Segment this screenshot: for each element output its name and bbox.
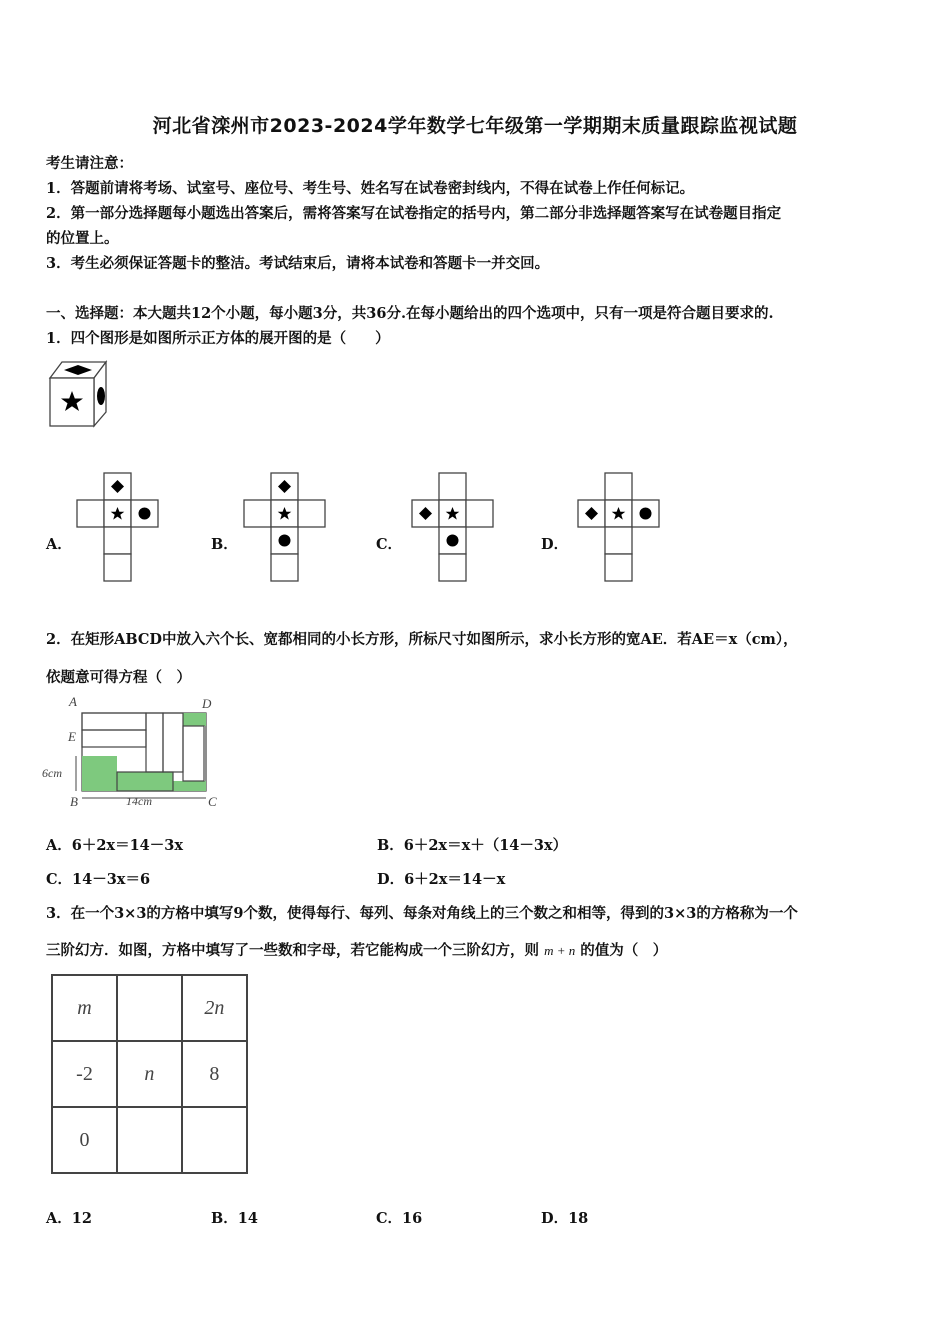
q3-stem-line1: 3．在一个3×3的方格中填写9个数，使得每行、每列、每条对角线上的三个数之和相等，得到的3×3的方格称为一个 xyxy=(46,905,798,922)
q1-net-b xyxy=(243,472,327,584)
q2-option-a[interactable]: A．6＋2x＝14－3x xyxy=(46,837,183,854)
section-one-heading: 一、选择题：本大题共12个小题，每小题3分，共36分.在每小题给出的四个选项中，只有一项是符合题目要求的. xyxy=(46,305,774,322)
q1-option-b[interactable]: B． xyxy=(211,536,238,553)
label-e: E xyxy=(68,729,76,744)
q3-option-b[interactable]: B．14 xyxy=(211,1210,258,1227)
label-14cm: 14cm xyxy=(126,794,152,808)
grid-cell: 0 xyxy=(52,1107,117,1173)
q2-stem-line2: 依题意可得方程（ ） xyxy=(46,669,191,686)
q3-stem-expression: m + n xyxy=(544,943,576,958)
q1-option-a[interactable]: A． xyxy=(46,536,72,553)
q3-stem-end: 的值为（ ） xyxy=(580,942,668,959)
q1-stem: 1．四个图形是如图所示正方体的展开图的是（ ） xyxy=(46,330,390,347)
notice-heading: 考生请注意： xyxy=(46,155,133,172)
notice-item-1: 1．答题前请将考场、试室号、座位号、考生号、姓名写在试卷密封线内，不得在试卷上作任何标记。 xyxy=(46,180,695,197)
q3-stem-line2 xyxy=(46,939,667,960)
q1-net-a xyxy=(76,472,160,584)
grid-cell: m xyxy=(52,975,117,1041)
label-b: B xyxy=(70,794,78,809)
q3-option-d[interactable]: D．18 xyxy=(541,1210,589,1227)
notice-item-2: 2．第一部分选择题每小题选出答案后，需将答案写在试卷指定的括号内，第二部分非选择题答案写在试卷题目指定 xyxy=(46,205,782,222)
q2-stem-line1: 2．在矩形ABCD中放入六个长、宽都相同的小长方形，所标尺寸如图所示，求小长方形的宽AE．若AE＝x（cm）， xyxy=(46,631,798,648)
grid-cell xyxy=(117,1107,182,1173)
q2-option-d[interactable]: D．6＋2x＝14－x xyxy=(377,871,506,888)
notice-item-3: 3．考生必须保证答题卡的整洁。考试结束后，请将本试卷和答题卡一并交回。 xyxy=(46,255,550,272)
q1-cube-figure xyxy=(46,358,112,432)
exam-title: 河北省滦州市2023-2024学年数学七年级第一学期期末质量跟踪监视试题 xyxy=(152,115,798,137)
grid-cell xyxy=(117,975,182,1041)
q1-option-d[interactable]: D． xyxy=(541,536,569,553)
q3-option-c[interactable]: C．16 xyxy=(376,1210,423,1227)
label-a: A xyxy=(69,694,77,709)
magic-square-grid xyxy=(51,974,248,1174)
q1-option-c[interactable]: C． xyxy=(376,536,403,553)
grid-cell: 8 xyxy=(182,1041,247,1107)
q1-net-c xyxy=(411,472,495,584)
grid-cell: n xyxy=(117,1041,182,1107)
label-c: C xyxy=(208,794,217,809)
label-d: D xyxy=(202,696,212,711)
grid-cell: 2n xyxy=(182,975,247,1041)
circle-icon xyxy=(97,387,105,405)
grid-cell xyxy=(182,1107,247,1173)
grid-cell: -2 xyxy=(52,1041,117,1107)
q3-option-a[interactable]: A．12 xyxy=(46,1210,92,1227)
label-6cm: 6cm xyxy=(42,766,62,780)
q2-option-b[interactable]: B．6＋2x＝x＋（14－3x） xyxy=(377,837,568,854)
notice-item-2-cont: 的位置上。 xyxy=(46,230,119,247)
q2-rectangle-figure xyxy=(42,693,224,811)
q1-net-d xyxy=(577,472,661,584)
q3-stem-text: 三阶幻方．如图，方格中填写了一些数和字母，若它能构成一个三阶幻方，则 xyxy=(46,942,539,959)
q2-option-c[interactable]: C．14－3x＝6 xyxy=(46,871,151,888)
